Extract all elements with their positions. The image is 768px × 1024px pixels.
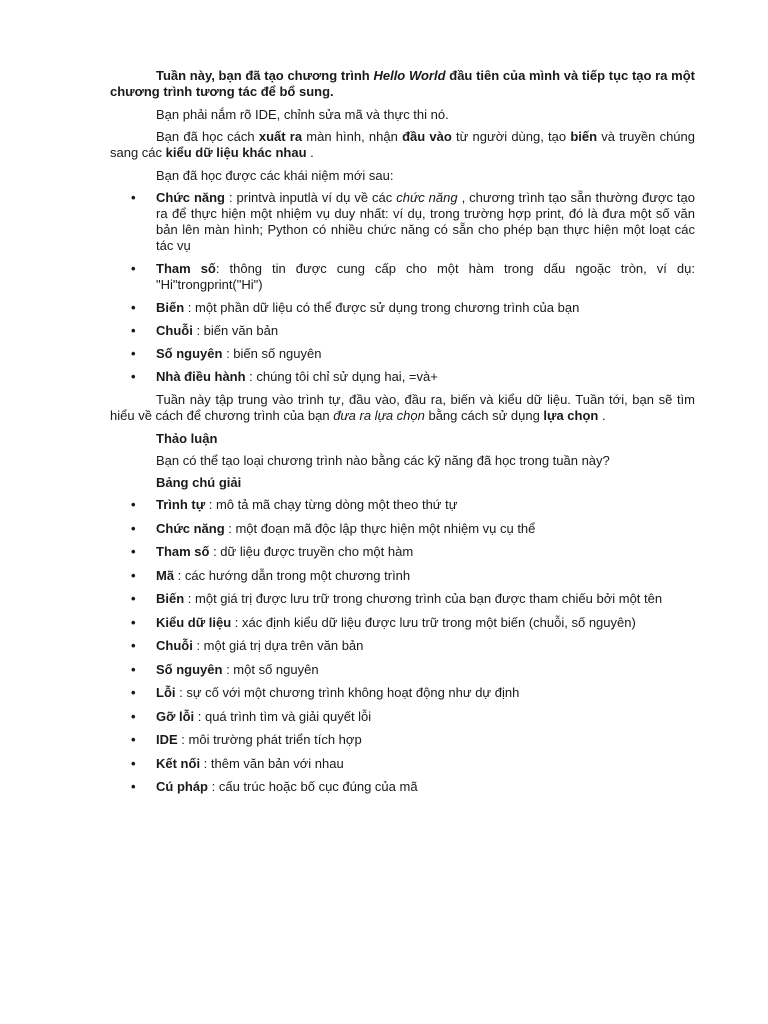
list-item: • Kiểu dữ liệu : xác định kiểu dữ liệu được lưu trữ trong một biến (chuỗi, số nguyên) [131,614,636,630]
learned-paragraph: Bạn đã học cách xuất ra màn hình, nhận đầu vào từ người dùng, tạo biến và truyền chúng sang các kiểu dữ liệu khác nhau . [110,129,695,160]
intro-paragraph [110,68,695,100]
term-output: xuất ra [258,129,303,144]
list-item: • Kết nối : thêm văn bản với nhau [131,755,344,771]
concepts-list [110,190,695,385]
glossary-list [110,497,695,795]
make-choices-emphasis: đưa ra lựa chọn [333,408,425,423]
list-item: • Số nguyên : biến số nguyên [131,346,322,361]
list-item: • Cú pháp : cấu trúc hoặc bố cục đúng của mã [131,779,418,794]
term-data-types: kiểu dữ liệu khác nhau [165,145,307,160]
list-item: • Tham số: thông tin được cung cấp cho một hàm trong dấu ngoặc tròn, ví dụ: "Hi"trongprint("Hi") [131,261,695,292]
term-variable: biến [570,129,598,144]
list-item: • Tham số : dữ liệu được truyền cho một hàm [131,544,414,559]
ide-paragraph: Bạn phải nắm rõ IDE, chỉnh sửa mã và thực thi nó. [156,107,449,122]
concepts-intro: Bạn đã học được các khái niệm mới sau: [156,168,394,183]
hello-world-emphasis: Hello World [373,68,446,83]
list-item: • Chức năng : một đoạn mã độc lập thực hiện một nhiệm vụ cụ thể [131,520,536,536]
list-item: • Mã : các hướng dẫn trong một chương trình [131,567,411,583]
list-item: • Biến : một phần dữ liệu có thể được sử dụng trong chương trình của bạn [131,300,580,315]
discussion-heading: Thảo luận [156,431,218,446]
next-week-paragraph: Tuần này tập trung vào trình tự, đầu vào, đầu ra, biến và kiểu dữ liệu. Tuần tới, bạn sẽ tìm hiểu về cách để chương trình của bạn đưa ra lựa chọn bằng cách sử dụng lựa chọn . [110,392,695,423]
intro-text-a: Tuần này, bạn đã tạo chương trình [156,68,374,83]
intro-text-b: đầu tiên của mình và tiếp tục tạo ra một chương trình tương tác để bổ sung. [110,68,695,99]
list-item: • Nhà điều hành : chúng tôi chỉ sử dụng hai, =và+ [131,369,438,384]
glossary-heading: Bảng chú giải [156,475,242,490]
list-item: • Trình tự : mô tả mã chạy từng dòng một theo thứ tự [131,497,458,512]
list-item: • Biến : một giá trị được lưu trữ trong chương trình của bạn được tham chiếu bởi một tên [131,591,663,606]
list-item: • IDE : môi trường phát triển tích hợp [131,732,362,747]
list-item: • Chuỗi : một giá trị dựa trên văn bản [131,638,364,653]
term-selection: lựa chọn [543,408,599,423]
list-item: • Chuỗi : biến văn bản [131,323,279,338]
list-item: • Lỗi : sự cố với một chương trình không hoạt động như dự định [131,685,520,700]
list-item: • Gỡ lỗi : quá trình tìm và giải quyết lỗi [131,708,372,724]
discussion-question: Bạn có thể tạo loại chương trình nào bằng các kỹ năng đã học trong tuần này? [156,453,610,468]
list-item: • Chức năng : printvà inputlà ví dụ về các chức năng , chương trình tạo sẵn thường được tạo ra để thực hiện một nhiệm vụ duy nhất: ví dụ, trong trường hợp print, đó là đưa một số văn bản lên màn hình; Python có nhiều chức năng có sẵn cho phép bạn thực hiện một loạt các tác vụ [131,190,695,253]
term-input: đầu vào [402,129,452,144]
list-item: • Số nguyên : một số nguyên [131,661,319,677]
